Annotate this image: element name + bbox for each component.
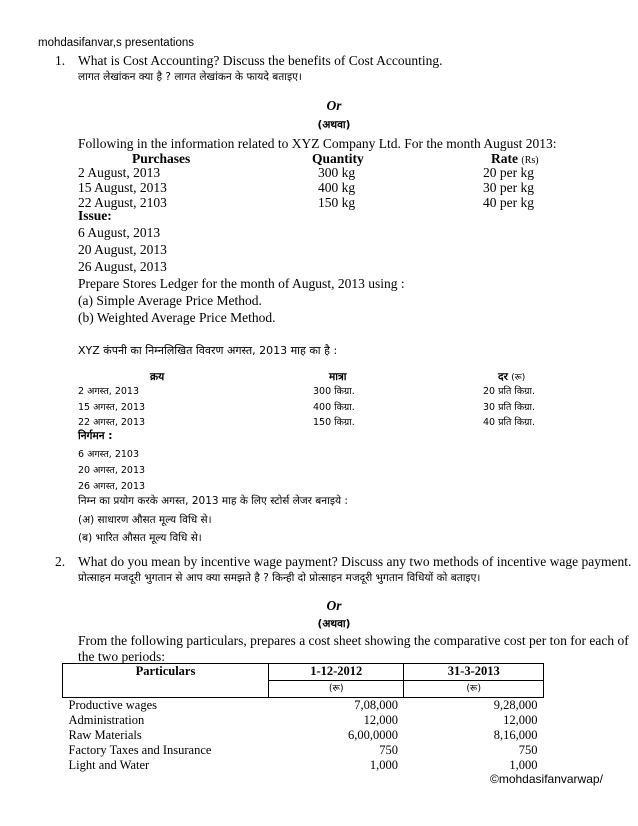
purchase-qty: 400 kg: [318, 180, 356, 195]
option-b: (b) Weighted Average Price Method.: [78, 310, 276, 325]
purchase-date: 22 August, 2103: [78, 195, 167, 210]
hindi-intro: XYZ कंपनी का निम्नलिखित विवरण अगस्त, 2013 माह का है :: [78, 344, 338, 357]
q2-intro-continued: the two periods:: [78, 649, 165, 664]
particular-label: Raw Materials: [68, 728, 142, 742]
hindi-rate-unit: (रू): [511, 373, 526, 383]
table-header-row: [63, 664, 544, 681]
issue-date: 20 August, 2013: [78, 242, 167, 257]
table-row: [63, 758, 544, 773]
period2-unit: (रू): [404, 681, 544, 698]
particular-label: Productive wages: [68, 698, 158, 712]
purchase-rate: 20 per kg: [483, 165, 534, 180]
quantity-header: Quantity: [312, 151, 364, 166]
hindi-purchase-rate: 30 प्रति किग्रा.: [483, 402, 536, 413]
hindi-quantity-header: मात्रा: [329, 371, 347, 383]
q2-intro: From the following particulars, prepares a cost sheet showing the comparative cost per ton for each of: [78, 633, 629, 648]
period1-unit: (रू): [268, 681, 404, 698]
period1-header: 1-12-2012: [268, 664, 404, 681]
hindi-issue-date: 26 अगस्त, 2013: [78, 481, 146, 492]
purchases-header: Purchases: [132, 151, 191, 166]
particular-label: Light and Water: [68, 758, 150, 772]
table-row: [63, 713, 544, 728]
or-label: Or: [326, 98, 342, 113]
q2-hindi: प्रोत्साहन मजदूरी भुगतान से आप क्या समझते है ? किन्ही दो प्रोत्साहन मजदूरी भुगतान विधियों को बताइए।: [78, 572, 481, 584]
cost-table: [62, 663, 544, 773]
hindi-purchase-qty: 400 किग्रा.: [313, 402, 355, 413]
or-label: Or: [326, 598, 342, 613]
hindi-purchase-qty: 300 किग्रा.: [313, 386, 355, 397]
hindi-purchase-rate: 40 प्रति किग्रा.: [483, 417, 536, 428]
q1-english: What is Cost Accounting? Discuss the benefits of Cost Accounting.: [78, 53, 443, 68]
or-hindi-label: (अथवा): [317, 119, 351, 131]
hindi-option-a: (अ) साधारण औसत मूल्य विधि से।: [78, 514, 212, 526]
rate-header: Rate: [491, 151, 518, 166]
issue-date: 6 August, 2013: [78, 225, 161, 240]
period1-value: 12,000: [363, 713, 398, 727]
period2-value: 8,16,000: [493, 728, 538, 742]
hindi-purchase-qty: 150 किग्रा.: [313, 417, 355, 428]
table-row: [63, 698, 544, 714]
hindi-option-b: (ब) भारित औसत मूल्य विधि से।: [78, 532, 202, 544]
hindi-issue-date: 6 अगस्त, 2103: [78, 449, 139, 460]
hindi-issue-date: 20 अगस्त, 2013: [78, 465, 146, 476]
hindi-purchase-rate: 20 प्रति किग्रा.: [483, 386, 536, 397]
purchase-date: 2 August, 2013: [78, 165, 161, 180]
hindi-issue-label: निर्गमन :: [78, 430, 113, 442]
hindi-purchase-date: 22 अगस्त, 2013: [78, 417, 146, 428]
particular-label: Administration: [68, 713, 145, 727]
presentation-header: mohdasifanvar,s presentations: [38, 37, 194, 49]
or-hindi-label: (अथवा): [317, 618, 351, 630]
hindi-purchases-header: क्रय: [150, 371, 165, 383]
period2-value: 9,28,000: [493, 698, 538, 712]
table-row: [63, 743, 544, 758]
period1-value: 750: [379, 743, 398, 757]
period1-value: 7,08,000: [354, 698, 398, 712]
option-a: (a) Simple Average Price Method.: [78, 293, 262, 308]
issue-date: 26 August, 2013: [78, 259, 167, 274]
purchase-date: 15 August, 2013: [78, 180, 167, 195]
rate-unit: (Rs): [521, 155, 539, 166]
table-row: [63, 728, 544, 743]
period2-value: 12,000: [503, 713, 538, 727]
period1-value: 6,00,0000: [347, 728, 398, 742]
issue-label: Issue:: [78, 208, 112, 223]
q1-hindi: लागत लेखांकन क्या है ? लागत लेखांकन के फायदे बताइए।: [78, 71, 302, 83]
particulars-header: Particulars: [63, 664, 269, 698]
hindi-prepare-instruction: निम्न का प्रयोग करके अगस्त, 2013 माह के लिए स्टोर्स लेजर बनाइये :: [78, 495, 348, 507]
period2-header: 31-3-2013: [404, 664, 544, 681]
period1-value: 1,000: [369, 758, 398, 772]
hindi-purchase-date: 15 अगस्त, 2013: [78, 402, 146, 413]
purchase-rate: 40 per kg: [483, 195, 534, 210]
period2-value: 750: [518, 743, 538, 757]
hindi-rate-header: दर: [498, 371, 508, 383]
particular-label: Factory Taxes and Insurance: [68, 743, 212, 757]
prepare-instruction: Prepare Stores Ledger for the month of August, 2013 using :: [78, 276, 405, 291]
q1-number: 1.: [55, 53, 66, 68]
q1-intro: Following in the information related to XYZ Company Ltd. For the month August 2013:: [78, 136, 557, 151]
hindi-purchase-date: 2 अगस्त, 2013: [78, 386, 139, 397]
purchase-qty: 150 kg: [318, 195, 356, 210]
purchase-rate: 30 per kg: [483, 180, 534, 195]
period2-value: 1,000: [509, 758, 538, 772]
q2-english: What do you mean by incentive wage payment? Discuss any two methods of incentive wage payment.: [78, 554, 632, 569]
footer-copyright: ©mohdasifanvarwap/: [490, 772, 603, 786]
purchase-qty: 300 kg: [318, 165, 356, 180]
q2-number: 2.: [55, 554, 66, 569]
